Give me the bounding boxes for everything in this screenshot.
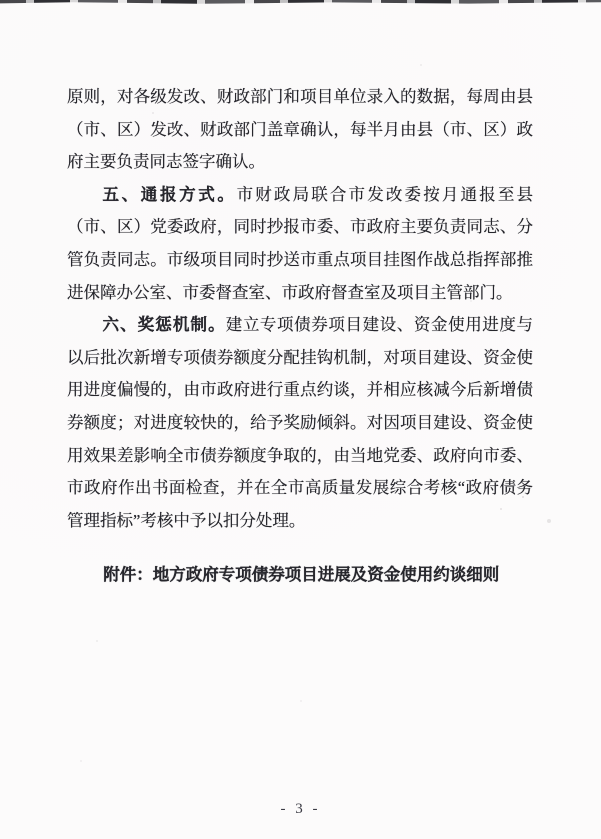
paragraph-text: 原则，对各级发改、财政部门和项目单位录入的数据，每周由县（市、区）发改、财政部门盖章确认，每半月由县（市、区）政府主要负责同志签字确认。 (67, 87, 533, 172)
page-number: - 3 - (280, 801, 321, 817)
section-heading-notification-method: 五、通报方式。 (102, 185, 237, 204)
body-paragraph (67, 179, 533, 309)
attachment-line: 附件：地方政府专项债券项目进展及资金使用约谈细则 (103, 565, 500, 585)
paragraph-text: 市财政局联合市发改委按月通报至县（市、区）党委政府，同时抄报市委、市政府主要负责同志、分管负责同志。市级项目同时抄送市重点项目挂图作战总指挥部推进保障办公室、市委督查室、市政府督查室及项目主管部门。 (67, 184, 534, 302)
document-body (67, 81, 533, 592)
scan-artifact-top-edge (0, 0, 601, 4)
body-paragraph (67, 309, 533, 537)
body-paragraph (67, 81, 533, 179)
scan-noise-specks (0, 0, 2, 2)
section-heading-reward-punishment-mechanism: 六、奖惩机制。 (102, 316, 226, 335)
paragraph-text: 建立专项债券项目建设、资金使用进度与以后批次新增专项债券额度分配挂钩机制，对项目建设、资金使用进度偏慢的，由市政府进行重点约谈，并相应核减今后新增债券额度；对进度较快的，给予奖励倾斜。对因项目建设、资金使用效果差影响全市债券额度争取的，由当地党委、政府向市委、市政府作出书面检查，并在全市高质量发展综合考核“政府债务管理指标”考核中予以扣分处理。 (67, 315, 534, 530)
